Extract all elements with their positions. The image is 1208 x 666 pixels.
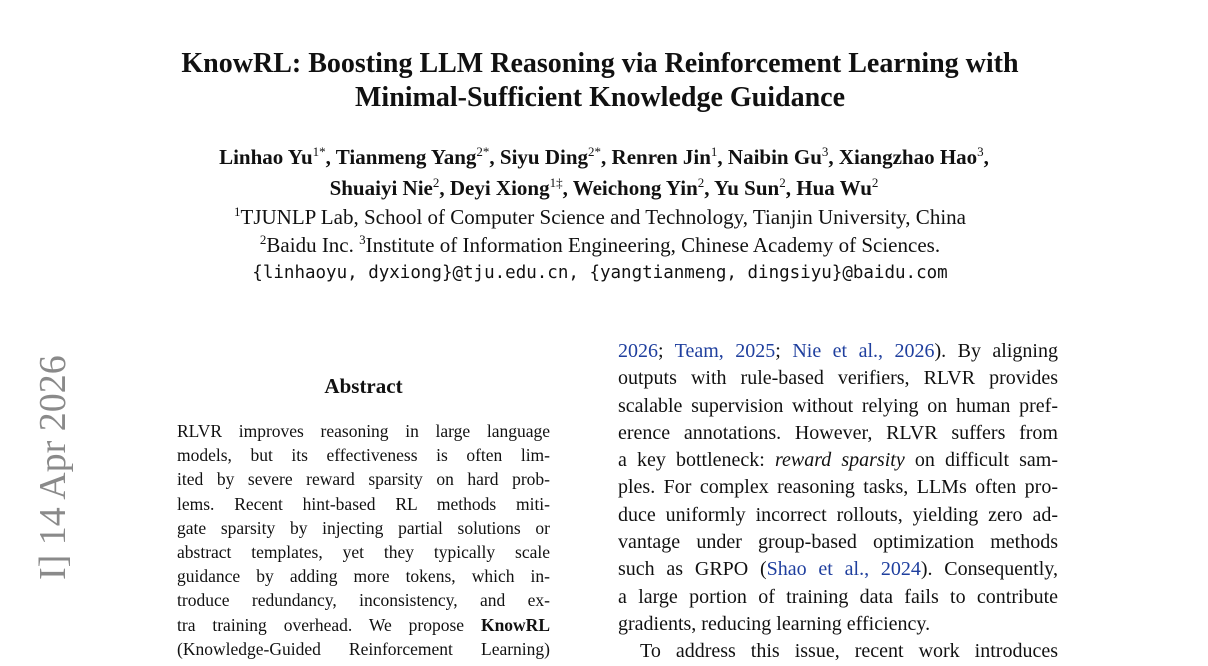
intro-line: ples. For complex reasoning tasks, LLMs often pro- [618, 476, 1058, 499]
affiliation-text: Institute of Information Engineering, Chinese Academy of Sciences. [365, 233, 941, 257]
abstract-line: lems. Recent hint-based RL methods miti- [177, 493, 550, 514]
author-name: Shuaiyi Nie [329, 176, 433, 200]
intro-line: scalable supervision without relying on human pref- [618, 394, 1058, 417]
email-group-baidu[interactable]: {yangtianmeng, dingsiyu}@baidu.com [589, 263, 948, 283]
author-name: Deyi Xiong [449, 176, 550, 200]
intro-line: outputs with rule-based verifiers, RLVR provides [618, 367, 1058, 390]
affiliation-marker: 1 [234, 204, 241, 219]
intro-line-text: ). By aligning [934, 340, 1058, 362]
method-name: KnowRL [480, 614, 550, 635]
author-affil-marker: 1* [312, 144, 326, 159]
author-name: Weichong Yin [572, 176, 698, 200]
intro-line [618, 338, 1058, 365]
author-affil-marker: 2 [779, 175, 786, 190]
citation-link[interactable]: Team, 2025 [674, 340, 776, 362]
intro-line: vantage under group-based optimization methods [618, 531, 1058, 554]
author-name: Linhao Yu [219, 145, 313, 169]
author-list: Linhao $Yu^{1*}$, Tianmeng Yang$^{2*}$, Siyu Ding$^{2*}$, Renren Jin$^1$, Naibin Gu$^3$, Xiangzhao Hao$^3$, Shuaiyi Nie$^2$, Deyi Xiong$^{1\ddagger}$, Weichong Yin$^2$, Yu Sun$^2$, Hua Wu$^2$ [219, 144, 989, 200]
author-name: Siyu Ding [499, 145, 589, 169]
intro-line: duce uniformly incorrect rollouts, yielding zero ad- [618, 503, 1058, 526]
separator: ; [775, 340, 793, 362]
abstract-line: guidance by adding more tokens, which in- [177, 566, 550, 587]
abstract-line: gate sparsity by injecting partial solutions or [177, 517, 550, 538]
emphasis-term: reward sparsity [774, 449, 905, 472]
affiliation-text: TJUNLP Lab, School of Computer Science and Technology, Tianjin University, China [240, 205, 966, 229]
intro-line: erence annotations. However, RLVR suffers from [618, 421, 1058, 444]
author-affil-marker: 2* [588, 144, 602, 159]
author-affil-marker: 2 [697, 175, 705, 190]
citation-link[interactable]: Nie et al., 2026 [792, 340, 935, 362]
author-emails: {linhaoyu, dyxiong}@tju.edu.cn, {yangtianmeng, dingsiyu}@baidu.com [252, 263, 948, 283]
abstract-text [177, 419, 550, 661]
author-affil-marker: 2 [871, 175, 879, 190]
intro-line [618, 556, 1058, 583]
intro-line-text: ). Consequently, [920, 558, 1058, 581]
intro-line-text: such as GRPO ( [618, 558, 767, 581]
author-name: Naibin Gu [727, 145, 822, 169]
abstract-line: models, but its effectiveness is often lim- [177, 445, 550, 466]
affiliation-2 [0, 232, 1200, 258]
author-name: Hua Wu [796, 176, 872, 200]
author-name: Xiangzhao Hao [838, 145, 978, 169]
arxiv-side-stamp: I] 14 Apr 2026 [32, 355, 74, 580]
abstract-line: RLVR improves reasoning in large language [177, 421, 550, 441]
intro-line: gradients, reducing learning efficiency. [618, 612, 931, 635]
abstract-line-text: tra training overhead. We propose [177, 614, 481, 635]
title-line-2: Minimal-Sufficient Knowledge Guidance [355, 82, 845, 113]
author-affil-marker: 1 [710, 144, 718, 159]
abstract-heading: Abstract [324, 374, 403, 398]
citation-link[interactable]: 2026 [618, 340, 658, 362]
separator: ; [658, 340, 675, 362]
author-name: Renren Jin [611, 145, 711, 169]
author-affil-marker: 3 [977, 144, 984, 159]
intro-line: a large portion of training data fails to contribute [618, 585, 1058, 608]
author-affil-marker: 2 [432, 175, 440, 190]
intro-line: To address this issue, recent work introduces [640, 640, 1058, 663]
paper-title [0, 47, 1200, 115]
author-affil-marker: 3 [821, 144, 829, 159]
abstract-line: troduce redundancy, inconsistency, and ex- [177, 590, 550, 611]
title-line-1: KnowRL: Boosting LLM Reasoning via Reinforcement Learning with [181, 48, 1019, 79]
affiliation-1 [0, 204, 1200, 230]
intro-line-text: a key bottleneck: [618, 449, 775, 472]
intro-text [618, 338, 1058, 666]
author-affil-marker: 2* [476, 144, 490, 159]
author-name: Yu Sun [714, 176, 780, 200]
intro-line [618, 447, 1058, 474]
author-affil-marker: 1‡ [549, 175, 563, 190]
affiliation-text: Baidu Inc. [266, 233, 360, 257]
email-group-tju[interactable]: {linhaoyu, dyxiong}@tju.edu.cn [252, 263, 569, 283]
intro-line-text: on difficult sam- [904, 449, 1058, 472]
abstract-line [177, 613, 550, 637]
author-name: Tianmeng Yang [335, 145, 477, 169]
abstract-line: (Knowledge-Guided Reinforcement Learning) [177, 638, 550, 659]
abstract-line: abstract templates, yet they typically scale [177, 541, 550, 562]
affiliation-marker: 2 [259, 232, 267, 247]
citation-link[interactable]: Shao et al., 2024 [766, 558, 921, 581]
affiliation-marker: 3 [359, 232, 366, 247]
abstract-line: ited by severe reward sparsity on hard prob- [177, 469, 550, 490]
